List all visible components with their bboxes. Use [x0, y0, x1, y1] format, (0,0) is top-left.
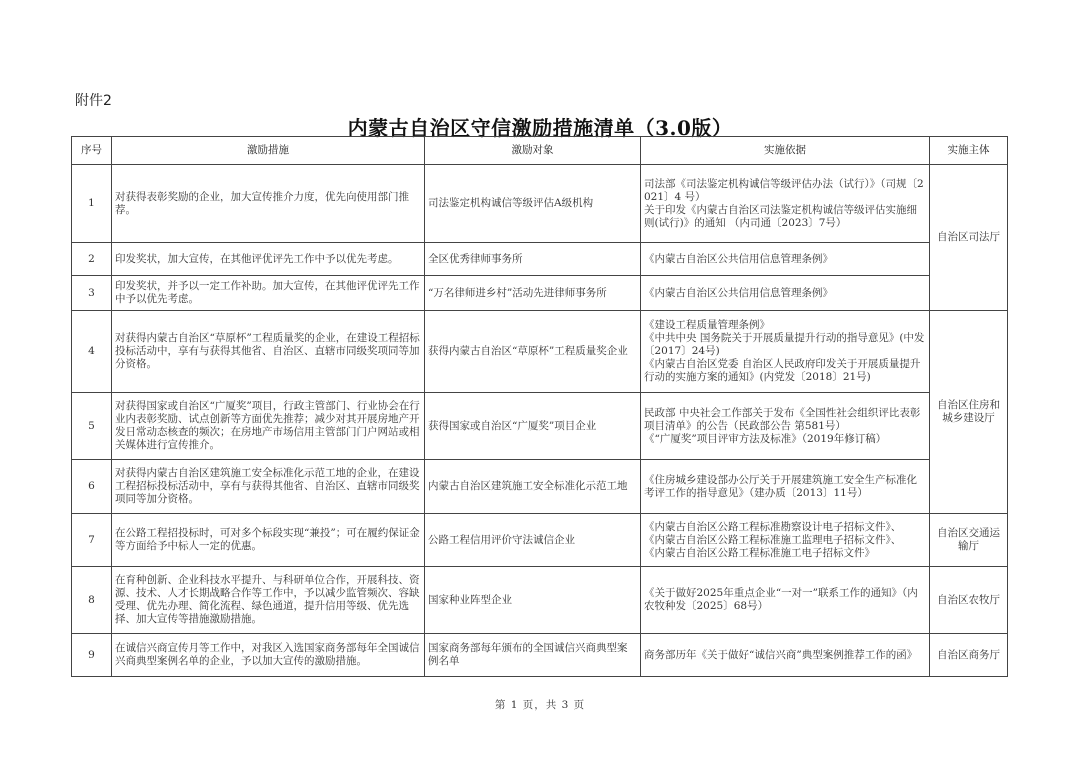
table-row — [72, 165, 1008, 243]
basis-line: 民政部 中央社会工作部关于发布《全国性社会组织评比表彰项目清单》的公告（民政部公告 第581号） — [644, 406, 921, 432]
table-row — [72, 634, 1008, 677]
header-target: 激励对象 — [425, 137, 641, 165]
basis-line: 《“广厦奖”项目评审方法及标准》（2019年修订稿） — [644, 432, 887, 445]
table-row — [72, 276, 1008, 311]
row-measure: 对获得内蒙古自治区建筑施工安全标准化示范工地的企业，在建设工程招标投标活动中，享有与获得其他省、自治区、直辖市同级奖项同等加分资格。 — [112, 460, 425, 514]
row-measure: 对获得表彰奖励的企业，加大宣传推介力度，优先向使用部门推荐。 — [112, 165, 425, 243]
table-row — [72, 567, 1008, 634]
basis-line: 关于印发《内蒙古自治区司法鉴定机构诚信等级评估实施细则(试行)》的通知 （内司通〔2023〕7号） — [644, 203, 917, 229]
row-entity: 自治区农牧厅 — [930, 567, 1008, 634]
page-footer: 第 1 页，共 3 页 — [494, 699, 586, 711]
row-basis — [641, 460, 930, 514]
document-title: 内蒙古自治区守信激励措施清单（3.0版） — [347, 116, 733, 140]
basis-line: 《内蒙古自治区公路工程标准施工电子招标文件》 — [644, 546, 875, 559]
row-basis — [641, 276, 930, 311]
row-target: 国家商务部每年颁布的全国诚信兴商典型案例名单 — [425, 634, 641, 677]
row-basis — [641, 514, 930, 567]
row-basis — [641, 393, 930, 460]
basis-line: 《内蒙古自治区党委 自治区人民政府印发关于开展质量提升行动的实施方案的通知》(内党发〔2018〕21号) — [644, 358, 921, 383]
basis-line: 商务部历年《关于做好“诚信兴商”典型案例推荐工作的函》 — [644, 648, 918, 661]
table-row — [72, 514, 1008, 567]
basis-line: 《内蒙古自治区公路工程标准施工监理电子招标文件》、 — [644, 533, 902, 546]
table-header-row — [72, 137, 1008, 165]
row-number: 1 — [72, 165, 112, 243]
basis-line: 《住房城乡建设部办公厅关于开展建筑施工安全生产标准化考评工作的指导意见》（建办质〔2013〕11号） — [644, 473, 917, 499]
row-target: “万名律师进乡村”活动先进律师事务所 — [425, 276, 641, 311]
row-entity: 自治区商务厅 — [930, 634, 1008, 677]
basis-line: 《内蒙古自治区公共信用信息管理条例》 — [644, 286, 833, 299]
row-number: 5 — [72, 393, 112, 460]
header-number: 序号 — [72, 137, 112, 165]
row-target: 全区优秀律师事务所 — [425, 243, 641, 276]
header-basis: 实施依据 — [641, 137, 930, 165]
row-measure: 在公路工程招投标时，可对多个标段实现“兼投”；可在履约保证金等方面给予中标人一定的优惠。 — [112, 514, 425, 567]
basis-line: 《内蒙古自治区公共信用信息管理条例》 — [644, 252, 833, 265]
row-target: 获得国家或自治区“广厦奖”项目企业 — [425, 393, 641, 460]
row-basis — [641, 567, 930, 634]
basis-line: 《关于做好2025年重点企业“一对一”联系工作的通知》（内农牧种发〔2025〕68号） — [644, 587, 918, 612]
table-row — [72, 460, 1008, 514]
table-row — [72, 311, 1008, 393]
row-entity: 自治区交通运输厅 — [930, 514, 1008, 567]
row-measure: 对获得内蒙古自治区“草原杯”工程质量奖的企业，在建设工程招标投标活动中，享有与获得其他省、自治区、直辖市同级奖项同等加分资格。 — [112, 311, 425, 393]
table-row — [72, 393, 1008, 460]
row-target: 司法鉴定机构诚信等级评估A级机构 — [425, 165, 641, 243]
row-number: 2 — [72, 243, 112, 276]
row-target: 内蒙古自治区建筑施工安全标准化示范工地 — [425, 460, 641, 514]
row-basis — [641, 311, 930, 393]
row-entity: 自治区住房和城乡建设厅 — [930, 311, 1008, 514]
basis-line: 《中共中央 国务院关于开展质量提升行动的指导意见》(中发〔2017〕24号) — [644, 332, 925, 357]
table-row — [72, 243, 1008, 276]
row-basis — [641, 634, 930, 677]
basis-line: 《建设工程质量管理条例》 — [644, 319, 770, 331]
row-number: 7 — [72, 514, 112, 567]
basis-line: 《内蒙古自治区公路工程标准勘察设计电子招标文件》、 — [644, 520, 902, 533]
header-measure: 激励措施 — [112, 137, 425, 165]
row-number: 4 — [72, 311, 112, 393]
header-entity: 实施主体 — [930, 137, 1008, 165]
row-measure: 在育种创新、企业科技水平提升、与科研单位合作，开展科技、资源、技术、人才长期战略合作等工作中，予以减少监管频次、容缺受理、优先办理、简化流程、绿色通道，提升信用等级、优先选择、加大宣传等措施激励措施。 — [112, 567, 425, 634]
incentive-measures-table — [71, 136, 1008, 677]
row-number: 3 — [72, 276, 112, 311]
row-target: 获得内蒙古自治区“草原杯”工程质量奖企业 — [425, 311, 641, 393]
row-number: 9 — [72, 634, 112, 677]
row-measure: 印发奖状，加大宣传，在其他评优评先工作中予以优先考虑。 — [112, 243, 425, 276]
row-entity: 自治区司法厅 — [930, 165, 1008, 311]
row-measure: 印发奖状，并予以一定工作补助。加大宣传，在其他评优评先工作中予以优先考虑。 — [112, 276, 425, 311]
row-basis — [641, 243, 930, 276]
row-target: 公路工程信用评价守法诚信企业 — [425, 514, 641, 567]
basis-line: 司法部《司法鉴定机构诚信等级评估办法（试行）》（司规〔2021〕4 号） — [644, 177, 924, 203]
row-basis — [641, 165, 930, 243]
attachment-label: 附件2 — [75, 93, 112, 109]
row-number: 8 — [72, 567, 112, 634]
row-target: 国家种业阵型企业 — [425, 567, 641, 634]
row-number: 6 — [72, 460, 112, 514]
row-measure: 在诚信兴商宣传月等工作中，对我区入选国家商务部每年全国诚信兴商典型案例名单的企业，予以加大宣传的激励措施。 — [112, 634, 425, 677]
row-measure: 对获得国家或自治区“广厦奖”项目，行政主管部门、行业协会在行业内表彰奖励、试点创新等方面优先推荐；减少对其开展房地产开发日常动态核查的频次；在房地产市场信用主管部门门户网站或相关媒体进行宣传推介。 — [112, 393, 425, 460]
